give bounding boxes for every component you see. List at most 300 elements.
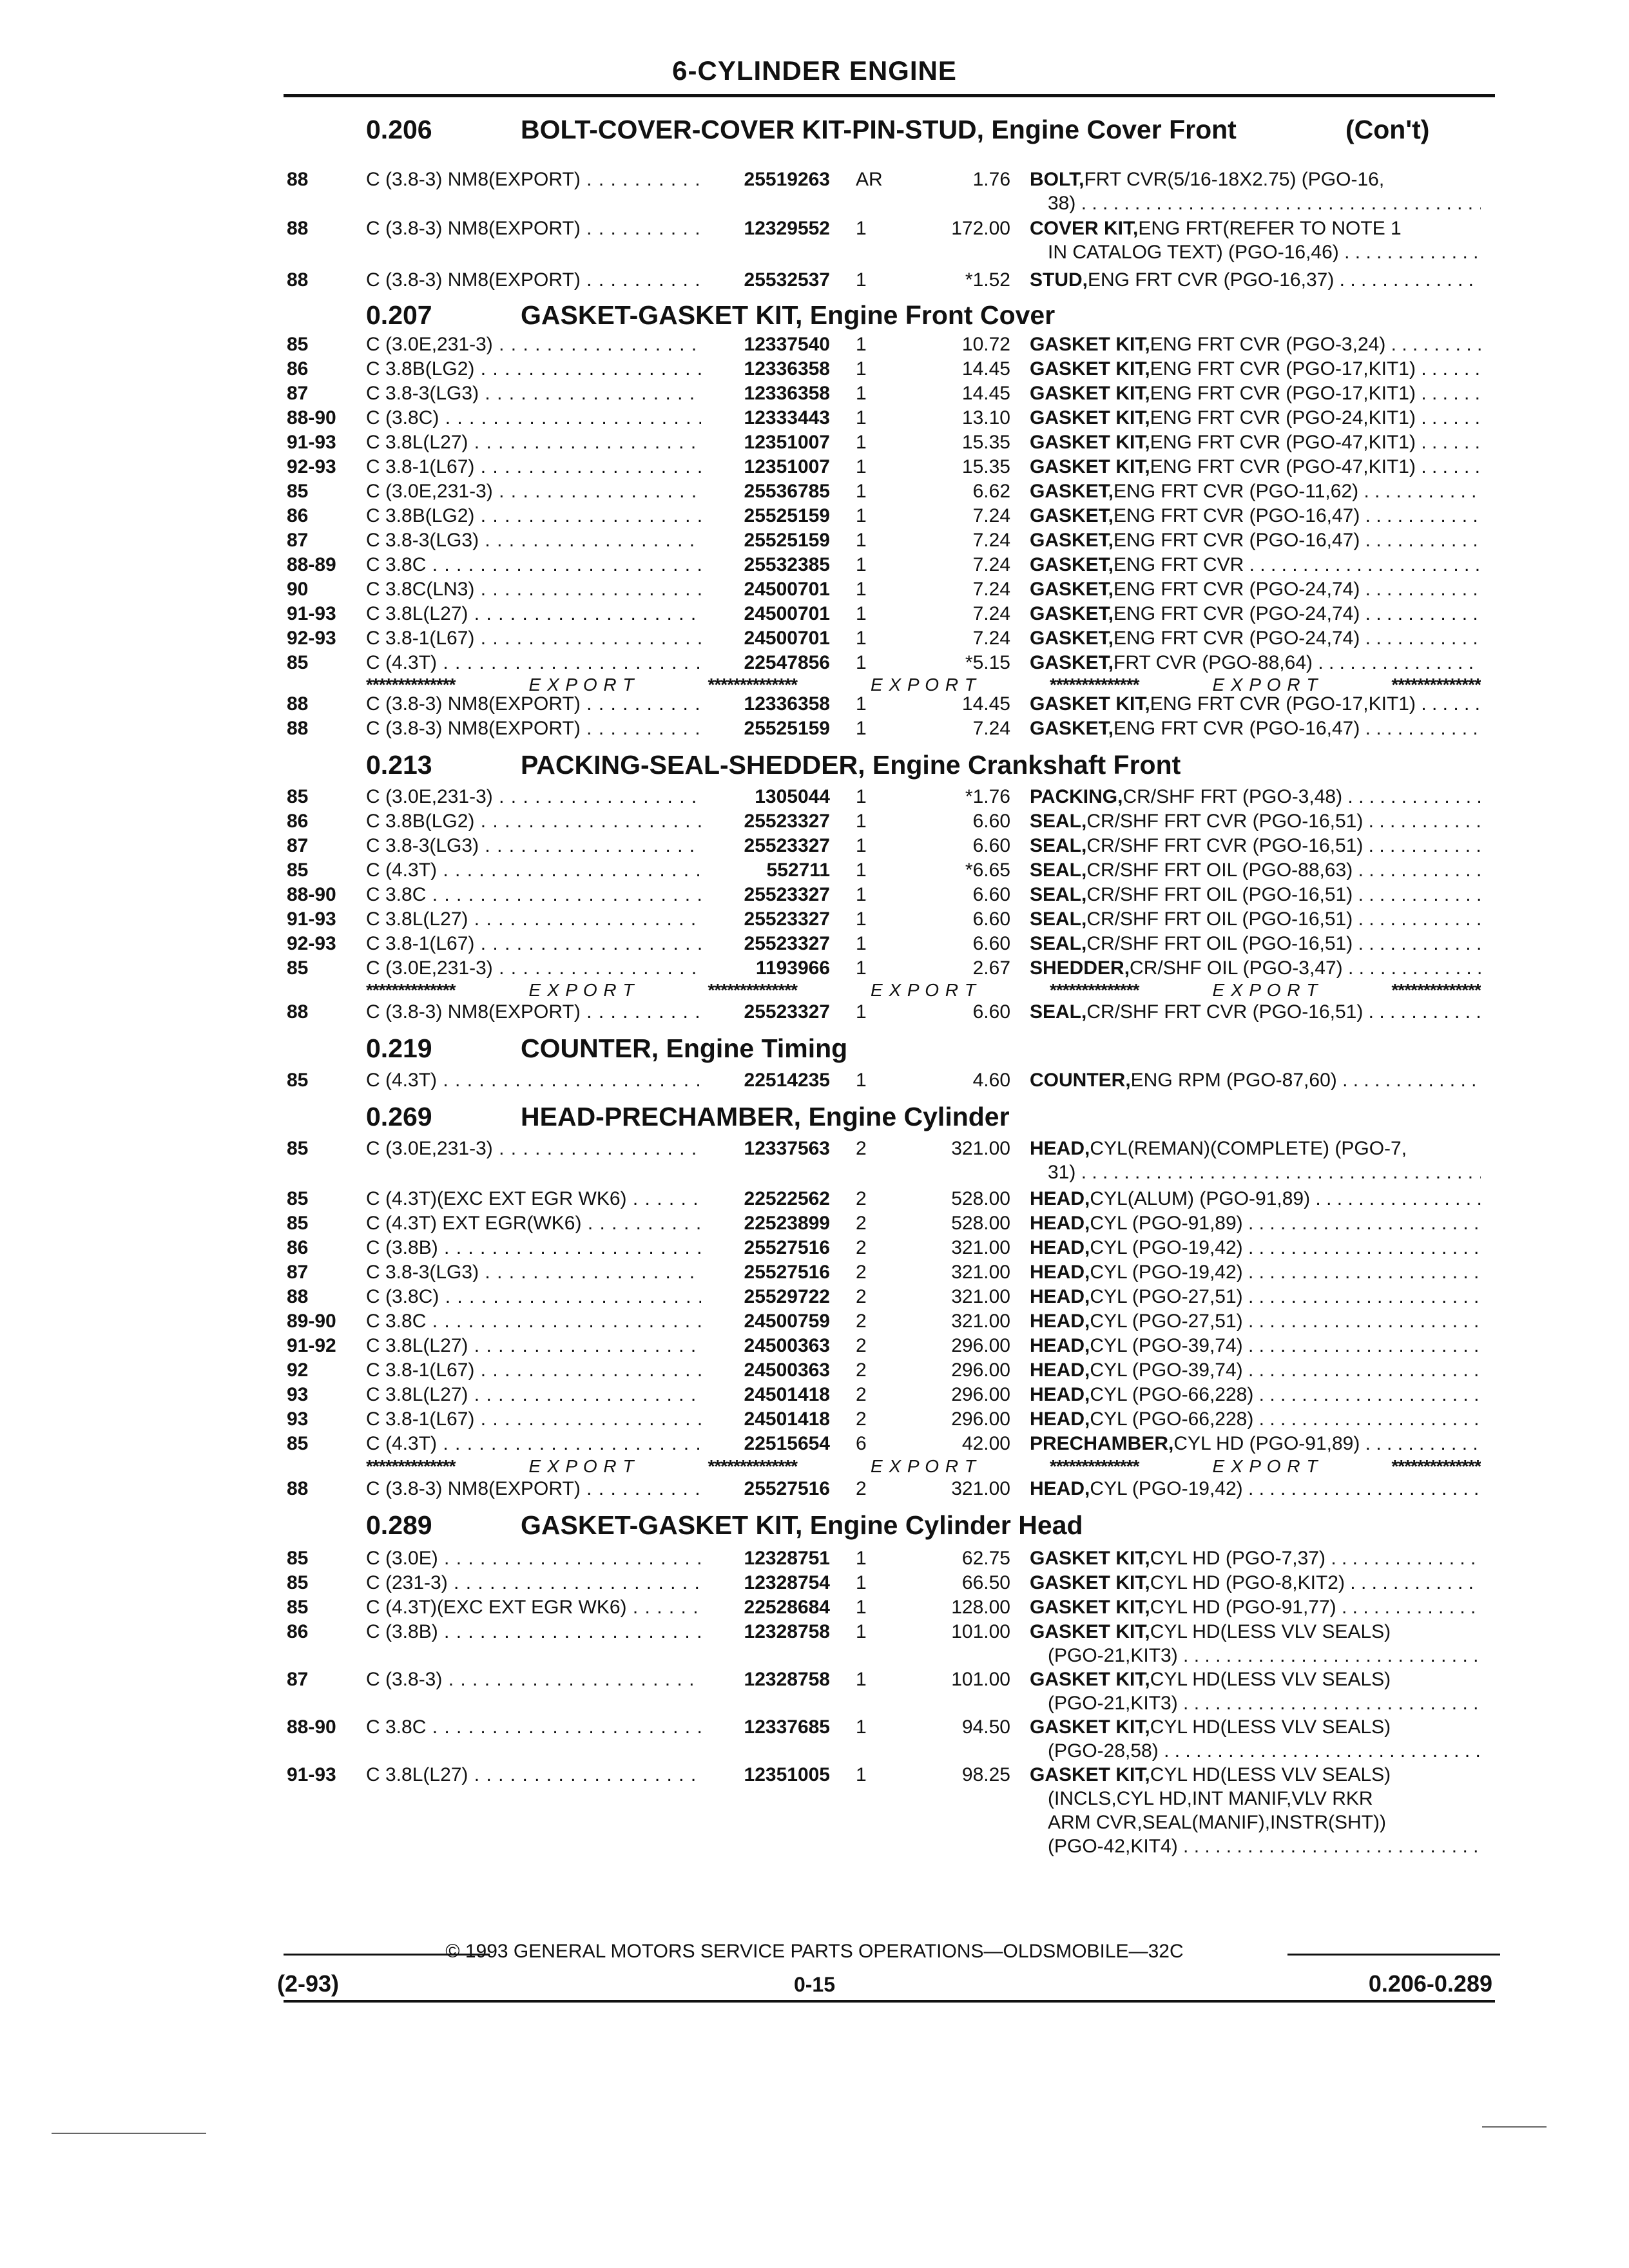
application-desc: C (3.0E,231-3) . . . <box>366 481 701 503</box>
application-desc: C (3.8B) . . . <box>366 1621 701 1643</box>
part-name <box>1030 1070 1481 1091</box>
part-detail: ENG FRT CVR (PGO-24,74) . . . <box>1113 603 1481 625</box>
section-heading <box>366 300 1055 331</box>
footer-date: (2-93) <box>277 1970 340 1997</box>
model-year: 92-93 <box>287 628 336 649</box>
section-title: PACKING-SEAL-SHEDDER, Engine Crankshaft Front <box>521 750 1181 780</box>
table-row <box>0 1237 1629 1260</box>
model-year: 92-93 <box>287 456 336 477</box>
quantity: 1 <box>856 218 867 239</box>
part-detail: ENG FRT CVR (PGO-47,KIT1) . . . <box>1150 432 1481 454</box>
quantity: 1 <box>856 579 867 600</box>
model-year: 85 <box>287 334 309 355</box>
quantity: 2 <box>856 1286 867 1307</box>
model-year: 85 <box>287 1433 309 1454</box>
price: 6.60 <box>972 884 1010 905</box>
model-year: 86 <box>287 505 309 526</box>
price: 7.24 <box>972 718 1010 739</box>
price: 7.24 <box>972 505 1010 526</box>
price: 6.60 <box>972 908 1010 930</box>
model-year: 91-93 <box>287 603 336 624</box>
section-heading <box>366 1510 1083 1541</box>
application-desc: C 3.8C(LN3) . . . <box>366 579 701 601</box>
part-name <box>1030 1548 1481 1570</box>
application-desc: C 3.8-1(L67) . . . <box>366 1360 701 1381</box>
application-desc: C 3.8B(LG2) . . . <box>366 358 701 380</box>
part-detail: CYL (PGO-27,51) . . . <box>1090 1311 1481 1332</box>
part-number: 25536785 <box>744 481 830 502</box>
part-name <box>1030 334 1481 356</box>
quantity: 1 <box>856 269 867 291</box>
part-noun: HEAD, <box>1030 1213 1090 1234</box>
part-noun: GASKET KIT, <box>1030 1764 1150 1785</box>
part-name <box>1030 1360 1481 1381</box>
part-number: 22547856 <box>744 652 830 673</box>
export-label: E X P O R T <box>1212 675 1318 694</box>
application-desc: C (3.0E,231-3) . . . <box>366 1138 701 1160</box>
part-detail: CYL HD(LESS VLV SEALS) <box>1150 1669 1391 1690</box>
quantity: 1 <box>856 811 867 832</box>
table-row <box>0 456 1629 479</box>
table-row <box>0 505 1629 528</box>
part-name <box>1030 1237 1481 1259</box>
price: 62.75 <box>961 1548 1010 1569</box>
quantity: 1 <box>856 835 867 856</box>
part-detail: ENG FRT CVR (PGO-24,74) . . . <box>1113 579 1481 601</box>
quantity: 1 <box>856 908 867 930</box>
part-name <box>1030 628 1481 649</box>
part-detail: CYL (PGO-66,228) . . . <box>1090 1408 1481 1430</box>
export-divider <box>366 1456 1481 1475</box>
model-year: 88 <box>287 1001 309 1023</box>
section-number: 0.219 <box>366 1033 432 1063</box>
quantity: 2 <box>856 1360 867 1381</box>
part-name <box>1030 1001 1481 1023</box>
price: 14.45 <box>961 383 1010 404</box>
part-name <box>1030 652 1481 674</box>
part-noun: GASKET, <box>1030 718 1114 739</box>
part-number: 12351007 <box>744 432 830 453</box>
page-title: 6-CYLINDER ENGINE <box>672 55 957 86</box>
model-year: 91-93 <box>287 432 336 453</box>
model-year: 85 <box>287 1188 309 1209</box>
part-detail-continued: (INCLS,CYL HD,INT MANIF,VLV RKR <box>1048 1788 1373 1809</box>
table-row <box>0 652 1629 675</box>
part-noun: GASKET, <box>1030 505 1114 526</box>
model-year: 85 <box>287 1548 309 1569</box>
table-row <box>0 334 1629 357</box>
table-row <box>0 358 1629 381</box>
section-title: HEAD-PRECHAMBER, Engine Cylinder <box>521 1102 1010 1131</box>
model-year: 87 <box>287 835 309 856</box>
export-label: E X P O R T <box>870 1456 976 1475</box>
part-number: 25525159 <box>744 718 830 739</box>
table-row <box>0 1138 1629 1161</box>
price: 13.10 <box>961 407 1010 428</box>
application-desc: C 3.8-3(LG3) . . . <box>366 530 701 552</box>
export-divider <box>366 675 1481 694</box>
table-row <box>0 1669 1629 1692</box>
part-noun: GASKET KIT, <box>1030 693 1150 715</box>
model-year: 87 <box>287 383 309 404</box>
part-detail: ENG FRT CVR (PGO-17,KIT1) . . . <box>1150 383 1481 405</box>
part-noun: GASKET KIT, <box>1030 456 1150 477</box>
price: 172.00 <box>951 218 1010 239</box>
table-row <box>0 1621 1629 1644</box>
part-detail-continued: (PGO-21,KIT3) . . . <box>1048 1693 1481 1716</box>
part-number: 24500363 <box>744 1335 830 1356</box>
part-number: 25532537 <box>744 269 830 291</box>
part-name <box>1030 860 1481 881</box>
application-desc: C (3.8-3) NM8(EXPORT) . . . <box>366 693 701 715</box>
part-noun: SEAL, <box>1030 835 1087 856</box>
part-detail: CR/SHF FRT OIL (PGO-16,51) . . . <box>1086 933 1481 955</box>
part-noun: BOLT, <box>1030 169 1084 190</box>
quantity: 1 <box>856 1597 867 1618</box>
quantity: 2 <box>856 1237 867 1258</box>
part-number: 25523327 <box>744 908 830 930</box>
part-detail: ENG FRT CVR (PGO-16,37) . . . <box>1088 269 1481 291</box>
part-detail: CYL(REMAN)(COMPLETE) (PGO-7, <box>1090 1138 1407 1159</box>
quantity: 2 <box>856 1213 867 1234</box>
part-name <box>1030 1621 1481 1643</box>
price: 6.62 <box>972 481 1010 502</box>
part-name <box>1030 1478 1481 1500</box>
price: 42.00 <box>961 1433 1010 1454</box>
part-noun: HEAD, <box>1030 1408 1090 1430</box>
model-year: 86 <box>287 1621 309 1642</box>
quantity: 2 <box>856 1478 867 1499</box>
price: *1.76 <box>965 786 1010 807</box>
part-detail: CYL (PGO-39,74) . . . <box>1090 1360 1481 1381</box>
quantity: 1 <box>856 652 867 673</box>
export-stars: ************** <box>1391 1456 1481 1475</box>
model-year: 88-89 <box>287 554 336 575</box>
application-desc: C 3.8C . . . <box>366 554 701 576</box>
section-title: GASKET-GASKET KIT, Engine Front Cover <box>521 300 1055 330</box>
section-title: GASKET-GASKET KIT, Engine Cylinder Head <box>521 1510 1083 1540</box>
quantity: 1 <box>856 334 867 355</box>
quantity: 1 <box>856 628 867 649</box>
part-number: 25527516 <box>744 1262 830 1283</box>
price: 321.00 <box>951 1237 1010 1258</box>
application-desc: C (3.8-3) NM8(EXPORT) . . . <box>366 269 701 291</box>
price: 15.35 <box>961 432 1010 453</box>
part-detail: ENG FRT CVR (PGO-3,24) . . . <box>1150 334 1481 356</box>
model-year: 92 <box>287 1360 309 1381</box>
model-year: 93 <box>287 1408 309 1430</box>
part-number: 24500363 <box>744 1360 830 1381</box>
part-name <box>1030 1335 1481 1357</box>
table-row <box>0 1360 1629 1383</box>
part-noun: GASKET KIT, <box>1030 334 1150 355</box>
part-noun: HEAD, <box>1030 1335 1090 1356</box>
part-number: 24500701 <box>744 628 830 649</box>
part-name <box>1030 1384 1481 1406</box>
part-detail: CYL HD (PGO-7,37) . . . <box>1150 1548 1481 1570</box>
part-number: 25529722 <box>744 1286 830 1307</box>
model-year: 85 <box>287 1572 309 1593</box>
part-detail: ENG FRT CVR (PGO-16,47) . . . <box>1113 530 1481 552</box>
application-desc: C 3.8L(L27) . . . <box>366 1764 701 1786</box>
section-title: BOLT-COVER-COVER KIT-PIN-STUD, Engine Cover Front <box>521 115 1237 144</box>
table-row <box>0 628 1629 651</box>
export-divider <box>366 980 1481 999</box>
part-name <box>1030 1572 1481 1594</box>
application-desc: C (4.3T) . . . <box>366 860 701 881</box>
quantity: 1 <box>856 957 867 979</box>
price: *6.65 <box>965 860 1010 881</box>
part-noun: SEAL, <box>1030 1001 1087 1023</box>
part-noun: HEAD, <box>1030 1138 1090 1159</box>
part-noun: SEAL, <box>1030 811 1087 832</box>
model-year: 86 <box>287 358 309 380</box>
table-row <box>0 933 1629 956</box>
export-stars: ************** <box>366 980 456 999</box>
part-number: 12328758 <box>744 1621 830 1642</box>
part-name <box>1030 218 1481 240</box>
part-name <box>1030 693 1481 715</box>
application-desc: C (3.8-3) . . . <box>366 1669 701 1691</box>
application-desc: C 3.8-1(L67) . . . <box>366 456 701 478</box>
part-noun: GASKET KIT, <box>1030 358 1150 380</box>
application-desc: C 3.8B(LG2) . . . <box>366 811 701 832</box>
application-desc: C (3.0E,231-3) . . . <box>366 786 701 808</box>
part-detail: ENG FRT CVR (PGO-17,KIT1) . . . <box>1150 358 1481 380</box>
application-desc: C 3.8-3(LG3) . . . <box>366 1262 701 1283</box>
table-row <box>0 860 1629 883</box>
price: 7.24 <box>972 628 1010 649</box>
part-detail: CR/SHF FRT CVR (PGO-16,51) . . . <box>1086 835 1481 857</box>
part-noun: PRECHAMBER, <box>1030 1433 1174 1454</box>
part-number: 12351005 <box>744 1764 830 1785</box>
table-row <box>0 269 1629 293</box>
part-detail: CR/SHF OIL (PGO-3,47) . . . <box>1130 957 1481 979</box>
part-name <box>1030 908 1481 930</box>
export-label: E X P O R T <box>528 1456 635 1475</box>
application-desc: C (3.8-3) NM8(EXPORT) . . . <box>366 169 701 191</box>
part-name <box>1030 1311 1481 1332</box>
part-noun: COUNTER, <box>1030 1070 1131 1091</box>
part-noun: GASKET, <box>1030 579 1114 600</box>
export-stars: ************** <box>1391 980 1481 999</box>
footer-page-number: 0-15 <box>793 1973 836 1996</box>
part-noun: SEAL, <box>1030 860 1087 881</box>
part-name <box>1030 1286 1481 1308</box>
part-noun: HEAD, <box>1030 1360 1090 1381</box>
part-number: 25525159 <box>744 505 830 526</box>
title-rule <box>284 94 1495 97</box>
table-row <box>0 432 1629 455</box>
part-noun: GASKET, <box>1030 628 1114 649</box>
part-detail: CR/SHF FRT OIL (PGO-88,63) . . . <box>1086 860 1481 881</box>
application-desc: C 3.8-1(L67) . . . <box>366 1408 701 1430</box>
quantity: 1 <box>856 1669 867 1690</box>
part-number: 24500759 <box>744 1311 830 1332</box>
part-number: 12337540 <box>744 334 830 355</box>
quantity: 1 <box>856 554 867 575</box>
application-desc: C (3.0E) . . . <box>366 1548 701 1570</box>
model-year: 90 <box>287 579 309 600</box>
price: 7.24 <box>972 579 1010 600</box>
price: 2.67 <box>972 957 1010 979</box>
part-detail: CYL (PGO-91,89) . . . <box>1090 1213 1481 1235</box>
part-detail: ENG RPM (PGO-87,60) . . . <box>1131 1070 1481 1091</box>
table-row <box>0 1384 1629 1407</box>
application-desc: C (3.8-3) NM8(EXPORT) . . . <box>366 218 701 240</box>
table-row <box>0 1001 1629 1024</box>
quantity: AR <box>856 169 883 190</box>
quantity: 1 <box>856 1716 867 1738</box>
section-heading <box>366 1033 847 1064</box>
application-desc: C (4.3T)(EXC EXT EGR WK6) . . . <box>366 1188 701 1210</box>
price: 528.00 <box>951 1213 1010 1234</box>
part-detail: ENG FRT CVR (PGO-17,KIT1) . . . <box>1150 693 1481 715</box>
application-desc: C 3.8L(L27) . . . <box>366 1384 701 1406</box>
application-desc: C (4.3T) EXT EGR(WK6) . . . <box>366 1213 701 1235</box>
part-name <box>1030 603 1481 625</box>
quantity: 2 <box>856 1335 867 1356</box>
section-heading <box>366 750 1181 780</box>
part-number: 25523327 <box>744 835 830 856</box>
part-detail: CYL (PGO-27,51) . . . <box>1090 1286 1481 1308</box>
part-detail: CYL HD(LESS VLV SEALS) <box>1150 1716 1391 1738</box>
footer-copyright: © 1993 GENERAL MOTORS SERVICE PARTS OPERATIONS—OLDSMOBILE—32C <box>445 1941 1184 1962</box>
application-desc: C (3.0E,231-3) . . . <box>366 334 701 356</box>
part-number: 22522562 <box>744 1188 830 1209</box>
part-name <box>1030 169 1481 191</box>
table-row <box>0 1716 1629 1740</box>
price: 7.24 <box>972 554 1010 575</box>
section-heading <box>366 115 1430 145</box>
part-noun: GASKET KIT, <box>1030 407 1150 428</box>
table-row <box>0 693 1629 716</box>
model-year: 88 <box>287 718 309 739</box>
quantity: 1 <box>856 1548 867 1569</box>
application-desc: C 3.8C . . . <box>366 1311 701 1332</box>
model-year: 85 <box>287 481 309 502</box>
export-stars: ************** <box>366 1456 456 1475</box>
part-number: 25527516 <box>744 1478 830 1499</box>
part-number: 24501418 <box>744 1384 830 1405</box>
table-row <box>0 1597 1629 1620</box>
part-number: 25532385 <box>744 554 830 575</box>
price: 296.00 <box>951 1360 1010 1381</box>
model-year: 93 <box>287 1384 309 1405</box>
quantity: 1 <box>856 481 867 502</box>
table-row <box>0 1572 1629 1595</box>
part-number: 22523899 <box>744 1213 830 1234</box>
quantity: 1 <box>856 407 867 428</box>
quantity: 2 <box>856 1138 867 1159</box>
part-name <box>1030 718 1481 740</box>
part-detail-continued: (PGO-21,KIT3) . . . <box>1048 1645 1481 1668</box>
part-number: 25519263 <box>744 169 830 190</box>
table-row <box>0 1311 1629 1334</box>
model-year: 91-93 <box>287 1764 336 1785</box>
part-noun: GASKET KIT, <box>1030 1597 1150 1618</box>
application-desc: C (4.3T)(EXC EXT EGR WK6) . . . <box>366 1597 701 1619</box>
part-number: 12336358 <box>744 358 830 380</box>
quantity: 1 <box>856 860 867 881</box>
price: 1.76 <box>972 169 1010 190</box>
export-stars: ************** <box>708 1456 798 1475</box>
part-detail-continued: 38) . . . <box>1048 193 1481 216</box>
table-row <box>0 530 1629 553</box>
quantity: 1 <box>856 358 867 380</box>
table-row <box>0 1548 1629 1571</box>
quantity: 1 <box>856 786 867 807</box>
model-year: 85 <box>287 1138 309 1159</box>
table-row <box>0 1408 1629 1432</box>
price: 10.72 <box>961 334 1010 355</box>
section-heading <box>366 1102 1010 1132</box>
section-number: 0.269 <box>366 1102 432 1131</box>
export-label: E X P O R T <box>528 980 635 999</box>
part-name <box>1030 358 1481 380</box>
section-number: 0.213 <box>366 750 432 780</box>
application-desc: C (231-3) . . . <box>366 1572 701 1594</box>
part-name <box>1030 530 1481 552</box>
application-desc: C 3.8-3(LG3) . . . <box>366 835 701 857</box>
price: *5.15 <box>965 652 1010 673</box>
price: 321.00 <box>951 1262 1010 1283</box>
table-row <box>0 481 1629 504</box>
part-name <box>1030 1138 1481 1160</box>
part-name <box>1030 456 1481 478</box>
part-detail: ENG FRT CVR (PGO-47,KIT1) . . . <box>1150 456 1481 478</box>
part-name <box>1030 407 1481 429</box>
model-year: 89-90 <box>287 1311 336 1332</box>
application-desc: C 3.8L(L27) . . . <box>366 908 701 930</box>
part-detail: ENG FRT CVR (PGO-24,KIT1) . . . <box>1150 407 1481 429</box>
quantity: 1 <box>856 1070 867 1091</box>
part-noun: GASKET KIT, <box>1030 1669 1150 1690</box>
model-year: 85 <box>287 860 309 881</box>
continued-label: (Con't) <box>1345 115 1430 144</box>
part-number: 12333443 <box>744 407 830 428</box>
part-number: 24501418 <box>744 1408 830 1430</box>
part-detail: ENG FRT CVR (PGO-11,62) . . . <box>1113 481 1481 503</box>
model-year: 85 <box>287 957 309 979</box>
part-detail: CYL HD(LESS VLV SEALS) <box>1150 1764 1391 1785</box>
part-name <box>1030 1433 1481 1455</box>
part-number: 25523327 <box>744 811 830 832</box>
export-label: E X P O R T <box>1212 1456 1318 1475</box>
part-number: 552711 <box>766 860 830 881</box>
application-desc: C 3.8L(L27) . . . <box>366 603 701 625</box>
part-noun: GASKET KIT, <box>1030 383 1150 404</box>
application-desc: C 3.8B(LG2) . . . <box>366 505 701 527</box>
quantity: 1 <box>856 1572 867 1593</box>
section-title: COUNTER, Engine Timing <box>521 1033 848 1063</box>
price: 6.60 <box>972 835 1010 856</box>
section-number: 0.206 <box>366 115 432 144</box>
part-noun: GASKET, <box>1030 652 1114 673</box>
part-detail-continued: ARM CVR,SEAL(MANIF),INSTR(SHT)) <box>1048 1812 1386 1833</box>
application-desc: C 3.8-3(LG3) . . . <box>366 383 701 405</box>
application-desc: C (3.8C) . . . <box>366 407 701 429</box>
part-number: 12328758 <box>744 1669 830 1690</box>
model-year: 86 <box>287 811 309 832</box>
table-row <box>0 383 1629 406</box>
application-desc: C (4.3T) . . . <box>366 652 701 674</box>
model-year: 88 <box>287 169 309 190</box>
part-noun: SEAL, <box>1030 933 1087 954</box>
part-number: 22528684 <box>744 1597 830 1618</box>
part-name <box>1030 1262 1481 1283</box>
part-detail: CYL HD (PGO-91,89) . . . <box>1173 1433 1481 1455</box>
